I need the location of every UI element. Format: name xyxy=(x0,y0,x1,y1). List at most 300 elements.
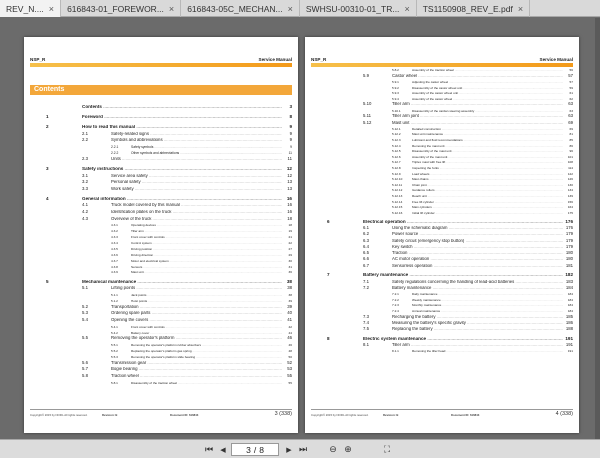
pdf-viewer[interactable] xyxy=(0,18,600,439)
toc-entry-label: Driving direction ..... xyxy=(131,253,282,258)
toc-entry-label: Lifting points ..... xyxy=(111,286,282,291)
toc-entry-number: 5.12.2 xyxy=(392,132,401,137)
toc-entry-page: 48 xyxy=(288,348,292,353)
toc-entry-number: 5.12.16 xyxy=(392,210,403,215)
toc-entry-number: 6.2 xyxy=(363,231,369,237)
toc-entry-number: 5.12.9 xyxy=(392,171,401,176)
footer-page-number: 4 (338) xyxy=(555,411,573,417)
toc-entry-page: 179 xyxy=(565,243,573,249)
toc-entry-label: Annual maintenance ..... xyxy=(412,309,563,314)
toc-entry-number: 6 xyxy=(327,218,330,224)
minus-icon[interactable]: ⊖ xyxy=(329,444,337,454)
toc-entry-label: Free lift cylinder ..... xyxy=(412,200,563,205)
toc-entry-number: 7.2.2 xyxy=(392,297,399,302)
toc-entry-label: Other symbols and abbreviations ..... xyxy=(131,151,282,156)
page-footer xyxy=(311,409,573,421)
toc-entry-page: 39 xyxy=(288,298,292,303)
toc-entry-number: 5.12.4 xyxy=(392,143,401,148)
toc-entry-page: 11 xyxy=(287,155,292,161)
toc-entry-label: Contents ..... xyxy=(82,105,282,110)
toc-entry-label: Control system ..... xyxy=(131,241,282,246)
toc-entry-label: AC motor operation ..... xyxy=(392,257,563,262)
toc-entry-label: Service area safety ..... xyxy=(111,174,282,179)
toc-entry-label: Disassembly of the mast unit ..... xyxy=(412,149,563,154)
toc-entry-page: 186 xyxy=(565,319,573,325)
toc-entry-number: 5.12.3 xyxy=(392,138,401,142)
toc-entry-page: 40 xyxy=(287,310,292,316)
tab-bar xyxy=(0,0,600,17)
toc-entry-page: 62 xyxy=(569,96,573,101)
toc-entry-label: Mast unit ..... xyxy=(392,121,563,126)
toc-entry-page: 9 xyxy=(290,145,292,149)
page-brand: NSP_R xyxy=(30,57,46,62)
toc-entry-page: 126 xyxy=(567,177,573,182)
toc-entry-page: 176 xyxy=(565,224,573,230)
page-current[interactable]: 3 xyxy=(246,444,251,455)
toc-entry-label: Electrical operation ..... xyxy=(363,220,563,225)
page-footer xyxy=(30,409,292,421)
toc-entry-number: 7.2 xyxy=(363,284,369,290)
toc-entry-page: 42 xyxy=(288,324,292,329)
toc-entry-label: Overview of the truck ..... xyxy=(111,217,282,222)
toc-entry-page: 39 xyxy=(287,303,292,309)
toc-entry-page: 108 xyxy=(567,160,573,165)
toc-entry-label: Measuring the battery's specific gravity ..... xyxy=(392,321,563,326)
toc-entry-page: 12 xyxy=(287,172,292,178)
tab-0[interactable] xyxy=(0,0,61,17)
tab-label: 616843-01_FOREWOR... xyxy=(67,3,164,14)
toc-entry-label: Safety instructions ..... xyxy=(82,167,282,172)
toc-entry-number: 3 xyxy=(46,165,49,171)
toc-entry-page: 185 xyxy=(565,313,573,319)
footer-revision: Revision: B xyxy=(102,413,118,417)
toc-entry-label: Removing the tiller head ..... xyxy=(412,349,563,354)
toc-entry-page: 191 xyxy=(567,349,573,354)
toc-entry-page: 9 xyxy=(289,124,292,130)
toc-entry-number: 5.2 xyxy=(82,303,88,309)
toc-entry-page: 180 xyxy=(565,250,573,256)
tab-label: TS1150908_REV_E.pdf xyxy=(422,3,513,14)
toc-entry-page: 61 xyxy=(569,91,573,96)
toc-entry-page: 3 xyxy=(289,104,292,109)
toc-entry-label: Safety symbols ..... xyxy=(131,145,282,150)
toc-entry-label: Removing the operator's platform slide bearing ..... xyxy=(131,355,282,360)
toc-entry-page: 184 xyxy=(567,297,573,302)
toc-entry-page: 176 xyxy=(565,218,573,224)
page-header-title: Service Manual xyxy=(539,57,573,62)
toc-entry-page: 18 xyxy=(287,215,292,221)
footer-document-id: Document ID: 616843 xyxy=(170,413,199,417)
toc-entry-label: Recharging the battery ..... xyxy=(392,315,563,320)
toc-entry-page: 69 xyxy=(568,119,573,125)
toc-entry-number: 5 xyxy=(46,278,49,284)
toc-entry-label: Battery maintenance ..... xyxy=(363,273,563,278)
toc-entry-page: 13 xyxy=(287,185,292,191)
toc-entry-label: Safety regulations concerning the handling of lead-acid batteries ..... xyxy=(392,280,563,285)
toc-entry-label: Adjusting the castor wheel ..... xyxy=(412,80,563,85)
toc-entry-page: 41 xyxy=(287,317,292,322)
toc-entry-number: 5.5.3 xyxy=(111,354,118,359)
toc-entry-page: 11 xyxy=(288,150,292,155)
toc-entry-page: 31 xyxy=(288,264,292,269)
toc-entry-number: 5.11 xyxy=(363,113,372,119)
toc-entry-page: 18 xyxy=(288,223,292,228)
toc-entry-number: 5.9.1 xyxy=(392,79,399,84)
toc-entry-page: 38 xyxy=(288,293,292,297)
toc-entry-number: 5.12.14 xyxy=(392,199,403,204)
toc-entry-page: 55 xyxy=(287,372,292,378)
toc-entry-page: 56 xyxy=(569,68,573,72)
toc-entry-page: 46 xyxy=(288,343,292,347)
tab-2[interactable] xyxy=(181,0,300,17)
toc-entry-number: 5.6 xyxy=(82,359,88,365)
toc-entry-page: 38 xyxy=(287,285,292,291)
toc-entry-page: 183 xyxy=(565,278,573,284)
toc-entry-number: 4.2 xyxy=(82,209,88,214)
toc-entry-number: 4.3.7 xyxy=(111,258,118,263)
toc-entry-label: Key switch ..... xyxy=(392,245,563,250)
toc-entry-page: 184 xyxy=(567,303,573,308)
toc-entry-page: 19 xyxy=(288,229,292,234)
toc-entry-label: Symbols and abbreviations ..... xyxy=(111,138,282,143)
page-separator: / xyxy=(253,444,257,455)
toc-entry-label: Daily maintenance ..... xyxy=(412,292,563,297)
toc-entry-label: Personal safety ..... xyxy=(111,180,282,185)
toc-entry-label: Using the schematic diagram ..... xyxy=(392,226,563,231)
toc-entry-label: General information ..... xyxy=(82,197,282,202)
vertical-scrollbar[interactable] xyxy=(595,18,600,439)
toc-entry-label: Tiller arm joint ..... xyxy=(392,114,563,119)
toc-entry-number: 5.4.2 xyxy=(111,330,118,335)
footer-page-number: 3 (338) xyxy=(274,411,292,417)
toc-entry-label: Transmission gear ..... xyxy=(111,361,282,366)
toc-entry-page: 9 xyxy=(289,137,292,143)
toc-entry-number: 5.10.1 xyxy=(392,108,401,113)
toc-entry-page: 114 xyxy=(568,166,573,170)
toc-entry-number: 5.12.10 xyxy=(392,177,403,182)
toc-entry-label: Assembly of the traction wheel ..... xyxy=(412,68,563,73)
toc-entry-page: 63 xyxy=(569,108,573,113)
toc-entry-number: 2.2.1 xyxy=(111,145,119,149)
footer-copyright: Copyright© 2015 by NOFIL All rights reserved. xyxy=(30,413,88,417)
toc-entry-number: 4.3 xyxy=(82,215,88,221)
close-icon[interactable]: × xyxy=(48,3,55,14)
toc-entry-number: 5.3 xyxy=(82,310,88,316)
close-icon[interactable]: × xyxy=(287,3,293,14)
toc-entry-page: 38 xyxy=(286,278,292,284)
toc-entry-page: 180 xyxy=(565,256,573,262)
toc-entry-label: Foreword ..... xyxy=(82,115,282,120)
toc-entry-page: 139 xyxy=(567,194,573,198)
header-bar xyxy=(30,63,292,67)
toc-entry-label: Opening the covers ..... xyxy=(111,318,282,323)
toc-entry-label: Bogie bearing ..... xyxy=(111,367,282,372)
toc-entry-label: Tiller arm ..... xyxy=(392,343,563,348)
skip-last-icon[interactable]: ⏭ xyxy=(298,444,308,454)
toc-entry-page: 36 xyxy=(288,270,292,275)
page-brand: NSP_R xyxy=(311,57,327,62)
toc-entry-label: Mast unit ..... xyxy=(131,270,282,275)
toc-entry-page: 50 xyxy=(288,354,292,359)
toc-entry-number: 5.4.1 xyxy=(111,324,118,329)
toc-entry-number: 6.4 xyxy=(363,243,369,249)
toc-entry-number: 5.8 xyxy=(82,372,88,378)
toc-entry-label: Hoist points ..... xyxy=(131,299,282,304)
toc-entry-label: Monthly maintenance ..... xyxy=(412,303,563,308)
toc-entry-label: Front cover with controls ..... xyxy=(131,235,282,240)
toc-entry-label: Disassembly of the traction wheel ..... xyxy=(131,381,282,386)
toc-entry-page: 12 xyxy=(286,165,292,171)
toc-entry-label: Assembly of the castor wheel ..... xyxy=(412,97,563,102)
toc-entry-page: 13 xyxy=(287,179,292,185)
page-header xyxy=(24,55,298,65)
toc-entry-label: Ordering spare parts ..... xyxy=(111,311,282,316)
toc-entry-page: 184 xyxy=(567,292,573,297)
toc-entry-label: Load wheels ..... xyxy=(412,172,563,177)
toc-entry-page: 30 xyxy=(288,258,292,263)
toc-entry-page: 184 xyxy=(567,308,573,313)
toc-entry-label: Sensorless operation ..... xyxy=(392,264,563,269)
toc-entry-label: Battery maintenance ..... xyxy=(392,286,563,291)
toc-entry-page: 191 xyxy=(565,341,573,347)
toc-entry-page: 175 xyxy=(567,210,573,215)
toc-entry-number: 5.10 xyxy=(363,101,372,107)
toc-entry-page: 182 xyxy=(565,272,573,278)
toc-entry-label: Front cover with controls ..... xyxy=(131,325,282,330)
skip-first-icon[interactable]: ⏮ xyxy=(204,444,214,454)
pdf-page-left xyxy=(24,37,298,433)
toc-entry-label: Units ..... xyxy=(111,157,282,162)
toc-entry-label: Mast unit maintenance ..... xyxy=(412,132,563,137)
toc-entry-label: Removing the mast unit ..... xyxy=(412,144,563,149)
toc-entry-number: 5.9 xyxy=(363,72,369,78)
toc-entry-label: Traction wheel ..... xyxy=(111,374,282,379)
toc-entry-page: 81 xyxy=(569,132,573,137)
toc-entry-number: 8.1.1 xyxy=(392,349,399,354)
toc-entry-label: Inspecting the forks ..... xyxy=(412,166,563,171)
toc-entry-label: Driving position ..... xyxy=(131,247,282,252)
toc-entry-page: 85 xyxy=(569,138,573,142)
toc-entry-number: 5.8.1 xyxy=(111,380,118,385)
toc-entry-number: 5.12.7 xyxy=(392,160,401,165)
toc-entry-label: Operating devices ..... xyxy=(131,223,282,228)
toc-entry-number: 4 xyxy=(46,195,49,201)
toc-entry-number: 5.12.8 xyxy=(392,166,401,170)
toc-entry-page: 21 xyxy=(288,235,292,239)
toc-entry-number: 8 xyxy=(327,335,330,341)
toc-entry-page: 69 xyxy=(569,126,573,131)
toc-entry-number: 5.12.13 xyxy=(392,194,403,198)
toc-entry-number: 5.12 xyxy=(363,119,372,125)
toc-entry-label: Truck model covered by this manual ..... xyxy=(111,203,282,208)
footer-copyright: Copyright© 2015 by NOFIL All rights reserved. xyxy=(311,413,369,417)
tab-4[interactable] xyxy=(417,0,530,17)
close-icon[interactable]: × xyxy=(404,3,410,14)
toc-entry-number: 6.6 xyxy=(363,256,369,262)
toc-entry-number: 4.3.3 xyxy=(111,235,118,239)
header-bar xyxy=(311,63,573,67)
page-number-box[interactable] xyxy=(231,443,279,456)
toc-entry-number: 5.5.1 xyxy=(111,343,118,347)
close-icon[interactable]: × xyxy=(517,3,524,14)
toc-entry-page: 156 xyxy=(567,199,573,204)
toc-entry-page: 101 xyxy=(567,154,573,159)
toc-entry-number: 7.5 xyxy=(363,326,369,332)
toc-entry-page: 134 xyxy=(567,188,573,193)
toc-entry-label: Lubricant and fluid recommendations ..... xyxy=(412,138,563,143)
toc-entry-label: Safety-related signs ..... xyxy=(111,132,282,137)
toc-entry-number: 4.3.9 xyxy=(111,270,118,275)
toc-entry-label: Mechanical maintenance ..... xyxy=(82,280,282,285)
triangle-right-icon[interactable]: ▶ xyxy=(286,446,292,454)
toc-entry-label: Electric system maintenance ..... xyxy=(363,337,563,342)
toc-entry-number: 7.2.1 xyxy=(392,292,399,297)
toc-entry-page: 53 xyxy=(287,366,292,372)
toc-entry-number: 5.5 xyxy=(82,335,88,341)
toc-entry-number: 4.3.8 xyxy=(111,264,118,269)
toc-entry-label: Weekly maintenance ..... xyxy=(412,298,563,303)
bottom-toolbar xyxy=(0,439,600,458)
toc-entry-label: Replacing the battery ..... xyxy=(392,327,563,332)
toc-entry-number: 5.8.2 xyxy=(392,68,399,72)
toc-entry-number: 3.2 xyxy=(82,179,88,185)
toc-entry-label: Tiller arm ..... xyxy=(392,102,563,107)
toc-entry-label: Castor wheel ..... xyxy=(392,74,563,79)
toc-entry-label: Reach unit ..... xyxy=(412,194,563,199)
toc-entry-label: Tiller arm ..... xyxy=(131,229,282,234)
toc-entry-page: 16 xyxy=(287,202,292,208)
toc-entry-page: 8 xyxy=(289,114,292,120)
toc-entry-label: Sensors ..... xyxy=(131,265,282,270)
toc-entry-number: 6.1 xyxy=(363,224,369,230)
toc-entry-page: 46 xyxy=(287,335,292,341)
toc-entry-page: 16 xyxy=(286,195,292,201)
tab-label: REV_N.... xyxy=(6,3,44,14)
toc-entry-page: 27 xyxy=(288,246,292,251)
toc-entry-label: Guidance rollers ..... xyxy=(412,188,563,193)
toc-entry-label: Main cylinders ..... xyxy=(412,205,563,210)
toc-entry-number: 3.3 xyxy=(82,185,88,191)
toc-entry-number: 6.3 xyxy=(363,237,369,243)
toc-entry-number: 7.1 xyxy=(363,278,369,284)
toc-entry-number: 2.1 xyxy=(82,130,88,136)
toc-entry-label: Chain joint ..... xyxy=(412,183,563,188)
toc-entry-number: 3.1 xyxy=(82,172,88,178)
toc-entry-label: Work safety ..... xyxy=(111,187,282,192)
toc-entry-number: 5.12.6 xyxy=(392,154,401,159)
contents-heading: Contents xyxy=(34,86,65,93)
toc-entry-page: 164 xyxy=(567,205,573,210)
toc-entry-page: 191 xyxy=(565,335,573,341)
toc-entry-label: Traction ..... xyxy=(392,251,563,256)
toc-entry-label: Disassembly of the cardan steering assembly ..... xyxy=(412,109,563,114)
toc-entry-label: Mast chains ..... xyxy=(412,177,563,182)
toc-entry-label: Initial lift cylinder ..... xyxy=(412,211,563,216)
toc-entry-page: 52 xyxy=(287,359,292,365)
toc-entry-label: Battery cover ..... xyxy=(131,331,282,336)
tab-label: SWHSU-00310-01_TR... xyxy=(305,3,400,14)
toc-entry-label: Power source ..... xyxy=(392,232,563,237)
toc-entry-number: 5.9.4 xyxy=(392,96,399,101)
toc-entry-number: 2 xyxy=(46,124,49,130)
toc-entry-page: 63 xyxy=(568,101,573,107)
toc-entry-page: 184 xyxy=(565,284,573,290)
close-icon[interactable]: × xyxy=(168,3,175,14)
toc-entry-number: 2.2.2 xyxy=(111,150,119,155)
toc-entry-page: 122 xyxy=(567,171,573,176)
toc-entry-number: 5.12.5 xyxy=(392,149,401,154)
footer-revision: Revision: B xyxy=(383,413,399,417)
toc-entry-page: 22 xyxy=(288,240,292,245)
toc-entry-number: 8.1 xyxy=(363,341,369,347)
toc-entry-page: 188 xyxy=(565,326,573,332)
toc-entry-number: 6.5 xyxy=(363,250,369,256)
toc-entry-page: 181 xyxy=(565,262,573,268)
toc-entry-label: Assembly of the mast unit ..... xyxy=(412,155,563,160)
toc-entry-label: Detailed construction ..... xyxy=(412,127,563,132)
toc-entry-page: 9 xyxy=(289,130,292,136)
page-total: 8 xyxy=(259,444,264,455)
toc-entry-page: 29 xyxy=(288,252,292,257)
pdf-page-right xyxy=(305,37,579,433)
toc-entry-number: 1 xyxy=(46,114,49,120)
footer-document-id: Document ID: 616843 xyxy=(451,413,480,417)
toc-entry-label: Transportation ..... xyxy=(111,305,282,310)
toc-entry-page: 179 xyxy=(565,237,573,243)
toc-entry-page: 16 xyxy=(287,209,292,214)
toc-entry-label: Removing the operator's platform rubber absorbers ..... xyxy=(131,343,282,348)
toc-entry-number: 5.7 xyxy=(82,366,88,372)
toc-entry-label: Removing the operator's platform ..... xyxy=(111,336,282,341)
triangle-left-icon[interactable]: ◀ xyxy=(220,446,226,454)
toc-entry-label: Triplex mast with free lift ..... xyxy=(412,160,563,165)
toc-entry-number: 7.2.3 xyxy=(392,303,399,308)
toc-entry-page: 55 xyxy=(288,380,292,385)
toc-entry-number: 4.3.1 xyxy=(111,223,118,228)
toc-entry-page: 96 xyxy=(569,149,573,154)
toc-entry-number: 5.12.11 xyxy=(392,182,403,187)
toc-entry-label: Jack points ..... xyxy=(131,293,282,298)
toc-entry-page: 57 xyxy=(568,72,573,78)
toc-entry-number: 5.12.12 xyxy=(392,188,403,193)
plus-icon[interactable]: ⊕ xyxy=(344,444,352,454)
toc-entry-number: 5.4 xyxy=(82,317,88,322)
fit-page-icon[interactable]: ⛶ xyxy=(383,444,391,454)
toc-entry-page: 59 xyxy=(569,85,573,90)
toc-entry-number: 2.2 xyxy=(82,137,88,143)
toc-entry-number: 5.12.1 xyxy=(392,126,401,131)
toc-entry-label: Disassembly of the castor wheel unit ..... xyxy=(412,86,563,91)
toc-entry-number: 4.3.6 xyxy=(111,252,118,257)
toc-entry-number: 4.1 xyxy=(82,202,88,208)
toc-entry-number: 5.1.1 xyxy=(111,293,118,297)
toc-entry-number: 4.3.2 xyxy=(111,229,118,234)
tab-label: 616843-05C_MECHAN... xyxy=(187,3,283,14)
toc-entry-number: 5.9.2 xyxy=(392,85,399,90)
tab-3[interactable] xyxy=(300,0,417,17)
page-header xyxy=(305,55,579,65)
toc-entry-number: 5.1 xyxy=(82,285,88,291)
toc-entry-page: 44 xyxy=(288,330,292,335)
toc-entry-label: Assembly of the castor wheel unit ..... xyxy=(412,91,563,96)
tab-1[interactable] xyxy=(61,0,181,17)
toc-entry-label: Identification plates on the truck ..... xyxy=(111,210,282,215)
toc-entry-number: 7.3 xyxy=(363,313,369,319)
toc-entry-number: 7 xyxy=(327,272,330,278)
toc-entry-page: 130 xyxy=(567,182,573,187)
toc-entry-number: 7.4 xyxy=(363,319,369,325)
toc-entry-number: 5.12.15 xyxy=(392,205,403,210)
